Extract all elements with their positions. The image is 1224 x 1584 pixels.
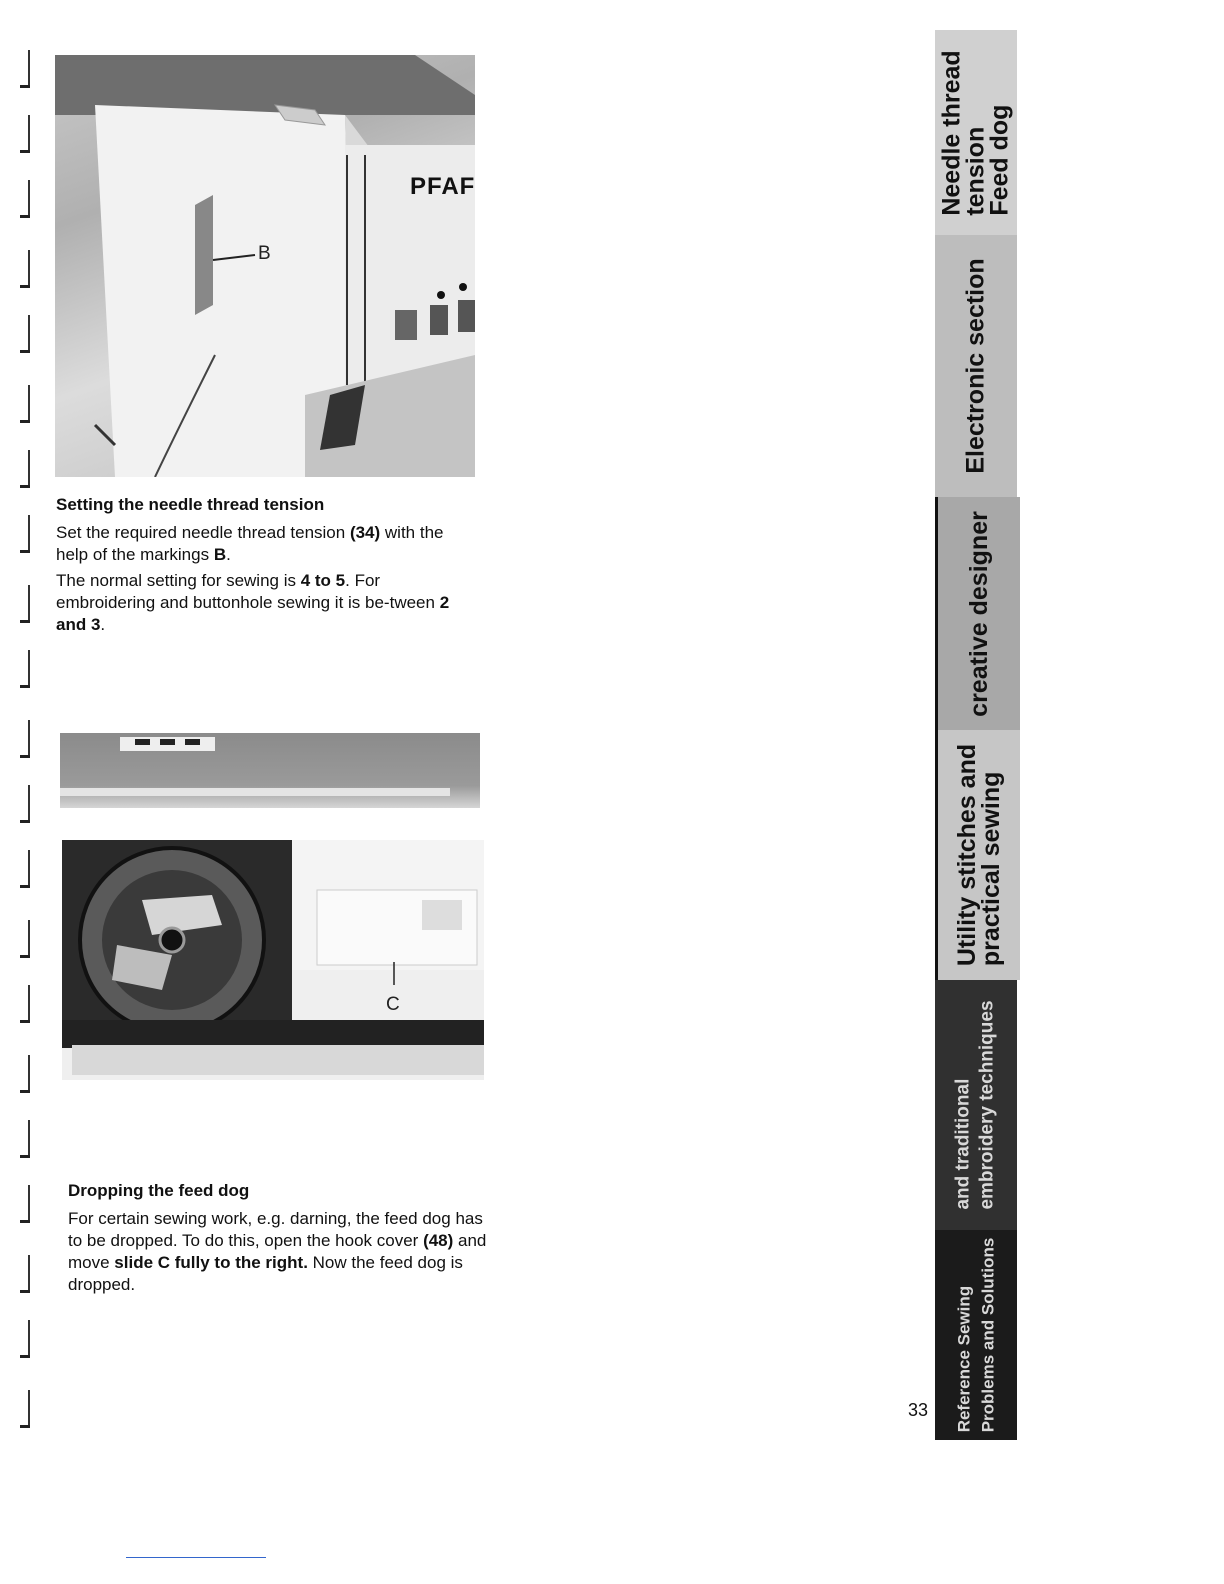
text-run: . For embroidering and buttonhole sewing it is be-tween bbox=[56, 571, 440, 612]
tab-traditional-embroidery[interactable] bbox=[935, 980, 1017, 1230]
tab-label-line: and traditional bbox=[953, 1078, 974, 1210]
text-run: For certain sewing work, e.g. darning, the feed dog has to be dropped. To do this, open the hook cover bbox=[68, 1209, 483, 1250]
binding-marks bbox=[14, 40, 44, 1440]
tab-label bbox=[952, 1000, 1000, 1209]
bold-run: slide C fully to the right. bbox=[114, 1253, 308, 1272]
text-run: . bbox=[100, 615, 106, 634]
tab-utility-stitches[interactable] bbox=[935, 730, 1020, 980]
binding-mark bbox=[18, 650, 36, 690]
binding-mark bbox=[18, 315, 36, 355]
machine-bed-photo bbox=[60, 733, 480, 808]
binding-mark bbox=[18, 920, 36, 960]
section-heading: Setting the needle thread tension bbox=[56, 495, 325, 514]
tab-label bbox=[953, 743, 1006, 967]
binding-mark bbox=[18, 50, 36, 90]
page-number: 33 bbox=[908, 1400, 929, 1420]
tab-label-line: Problems and Solutions bbox=[978, 1237, 997, 1433]
tab-needle-thread-tension[interactable] bbox=[935, 30, 1017, 235]
tab-label-line: Reference Sewing bbox=[954, 1285, 973, 1433]
tab-creative-designer[interactable] bbox=[935, 497, 1020, 730]
tab-label-line: embroidery techniques bbox=[977, 1000, 998, 1210]
feed-dog-section bbox=[68, 1180, 488, 1300]
binding-mark bbox=[18, 985, 36, 1025]
machine-bed-illustration bbox=[60, 733, 480, 808]
tab-label-line: creative designer bbox=[965, 510, 994, 717]
tab-label bbox=[952, 1238, 1000, 1433]
sewing-machine-illustration bbox=[55, 55, 475, 477]
tab-electronic-section[interactable] bbox=[935, 235, 1017, 497]
binding-mark bbox=[18, 1320, 36, 1360]
paragraph bbox=[56, 570, 476, 636]
binding-mark bbox=[18, 180, 36, 220]
binding-mark bbox=[18, 1255, 36, 1295]
callout-label-c: C bbox=[386, 994, 400, 1015]
tab-label-line: tension bbox=[962, 126, 990, 216]
text-run: . bbox=[226, 545, 231, 564]
binding-mark bbox=[18, 250, 36, 290]
section-heading: Dropping the feed dog bbox=[68, 1181, 250, 1200]
binding-mark bbox=[18, 720, 36, 760]
text-run: The normal setting for sewing is bbox=[56, 571, 301, 590]
binding-mark bbox=[18, 850, 36, 890]
bold-run: (48) bbox=[423, 1231, 454, 1250]
brand-logo-text: PFAF bbox=[410, 173, 475, 200]
hook-cover-illustration bbox=[62, 840, 484, 1080]
text-run: and move bbox=[68, 1231, 487, 1272]
bold-run: B bbox=[213, 545, 227, 564]
tension-dial-photo bbox=[55, 55, 475, 477]
binding-mark bbox=[18, 115, 36, 155]
tab-label bbox=[965, 510, 994, 717]
text-run: with the help of the markings bbox=[56, 523, 444, 564]
bold-run: 2 and 3 bbox=[56, 593, 450, 634]
callout-label-b: B bbox=[258, 243, 271, 264]
tab-label-line: Utility stitches and bbox=[953, 743, 982, 967]
tab-label bbox=[940, 50, 1012, 215]
tab-label-line: practical sewing bbox=[977, 771, 1006, 967]
paragraph bbox=[56, 522, 476, 566]
feed-dog-photo bbox=[62, 840, 484, 1080]
paragraph bbox=[68, 1208, 488, 1296]
binding-mark bbox=[18, 1120, 36, 1160]
binding-mark bbox=[18, 785, 36, 825]
binding-mark bbox=[18, 1185, 36, 1225]
text-run: Set the required needle thread tension bbox=[56, 523, 350, 542]
section-tabs bbox=[935, 30, 1017, 1440]
binding-mark bbox=[18, 1390, 36, 1430]
tab-label-line: Needle thread bbox=[938, 49, 966, 216]
bold-run: 4 to 5 bbox=[300, 571, 346, 590]
needle-tension-section bbox=[56, 494, 476, 640]
footer-rule bbox=[126, 1557, 266, 1558]
binding-mark bbox=[18, 1055, 36, 1095]
tab-label-line: Feed dog bbox=[986, 104, 1014, 216]
tab-label bbox=[962, 258, 991, 474]
tab-reference[interactable] bbox=[935, 1230, 1017, 1440]
text-run: Now the feed dog is dropped. bbox=[68, 1253, 463, 1294]
binding-mark bbox=[18, 585, 36, 625]
binding-mark bbox=[18, 385, 36, 425]
bold-run: (34) bbox=[349, 523, 381, 542]
binding-mark bbox=[18, 515, 36, 555]
tab-label-line: Electronic section bbox=[962, 258, 991, 474]
binding-mark bbox=[18, 450, 36, 490]
